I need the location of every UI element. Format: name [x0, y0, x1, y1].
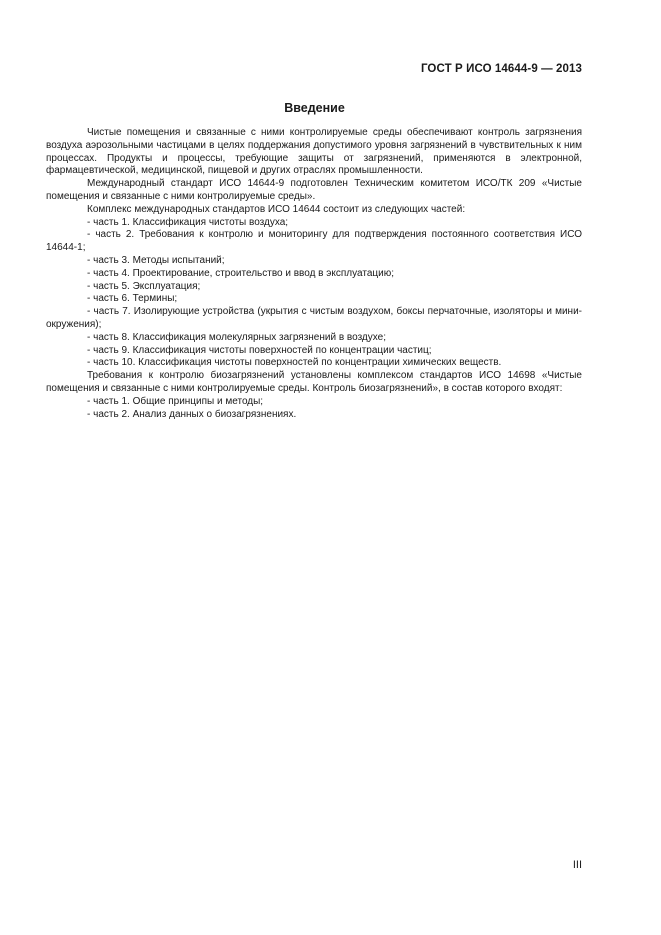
list-item: - часть 2. Анализ данных о биозагрязнениях. — [87, 408, 297, 420]
paragraph-iso-standard: Международный стандарт ИСО 14644-9 подготовлен Техническим комитетом ИСО/ТК 209 «Чистые помещения и связанные с ними контролируемые среды». — [46, 178, 582, 202]
paragraph-cleanrooms: Чистые помещения и связанные с ними контролируемые среды обеспечивают контроль загрязнения воздуха аэрозольными частицами в целях поддержания допустимого уровня загрязнений в чувствительных к ним процессах. Продукты и процессы, требующие защиты от загрязнений, применяются в электронной, фармацевтической, медицинской, пищевой и других отраслях промышленности. — [46, 127, 582, 177]
list-item: - часть 1. Классификация чистоты воздуха; — [87, 216, 289, 228]
paragraph-parts-intro: Комплекс международных стандартов ИСО 14644 состоит из следующих частей: — [87, 203, 466, 215]
list-item: - часть 8. Классификация молекулярных загрязнений в воздухе; — [87, 331, 386, 343]
section-title: Введение — [284, 101, 345, 115]
paragraph-biocontamination: Требования к контролю биозагрязнений установлены комплексом стандартов ИСО 14698 «Чистые помещения и связанные с ними контролируемые среды. Контроль биозагрязнений», в состав которого входят: — [46, 370, 582, 394]
page-number: III — [572, 859, 582, 871]
list-item: - часть 9. Классификация чистоты поверхностей по концентрации частиц; — [87, 344, 432, 356]
list-item: - часть 10. Классификация чистоты поверхностей по концентрации химических веществ. — [87, 357, 502, 369]
introduction-body — [46, 127, 582, 421]
list-item: - часть 3. Методы испытаний; — [87, 254, 225, 266]
list-item: - часть 4. Проектирование, строительство и ввод в эксплуатацию; — [87, 267, 394, 279]
list-item: - часть 7. Изолирующие устройства (укрытия с чистым воздухом, боксы перчаточные, изоляторы и мини-окружения); — [46, 306, 582, 330]
list-item: - часть 1. Общие принципы и методы; — [87, 395, 264, 407]
list-item: - часть 5. Эксплуатация; — [87, 280, 201, 292]
list-item: - часть 6. Термины; — [87, 293, 178, 305]
list-item: - часть 2. Требования к контролю и мониторингу для подтверждения постоянного соответствия ИСО 14644-1; — [46, 229, 582, 254]
document-code: ГОСТ Р ИСО 14644-9 — 2013 — [420, 63, 582, 75]
